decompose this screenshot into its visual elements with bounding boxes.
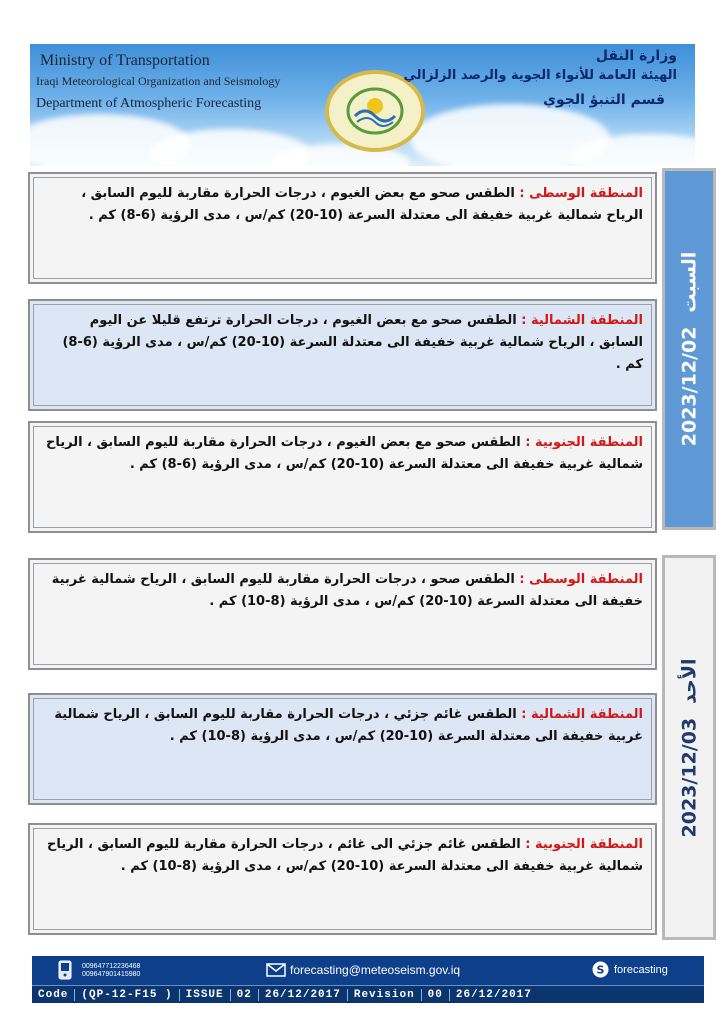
day2-date: 2023/12/03 bbox=[678, 717, 701, 837]
region-label-north: المنطقة الشمالية : bbox=[521, 707, 643, 722]
ministry-name-en: Ministry of Transportation bbox=[40, 52, 210, 69]
header-banner bbox=[30, 44, 695, 166]
forecast-text-block bbox=[43, 704, 643, 748]
forecast-panel-day1-central bbox=[28, 172, 657, 284]
issue-label: ISSUE bbox=[180, 989, 231, 1001]
forecast-text-block bbox=[43, 569, 643, 613]
forecast-text-block bbox=[43, 310, 643, 376]
forecast-text: الطقس صحو مع بعض الغيوم ، درجات الحرارة مقاربة لليوم السابق ، الرياح شمالية غربية خفيفة الى معتدلة السرعة (10-20) كم/س ، مدى الرؤية (6-8) كم . bbox=[45, 435, 643, 472]
document-code-strip bbox=[32, 985, 704, 1003]
issue-value: 02 bbox=[231, 989, 259, 1001]
forecast-panel-day2-central bbox=[28, 558, 657, 670]
region-label-south: المنطقة الجنوبية : bbox=[525, 837, 643, 852]
issue-date: 26/12/2017 bbox=[259, 989, 348, 1001]
forecast-text: الطقس غائم جزئي الى غائم ، درجات الحرارة مقاربة لليوم السابق ، الرياح شمالية غربية خفيفة الى معتدلة السرعة (10-20) كم/س ، مدى الرؤية (8-10) كم . bbox=[46, 837, 643, 874]
revision-value: 00 bbox=[422, 989, 450, 1001]
svg-text:S: S bbox=[596, 963, 605, 977]
phone-number-1: 009647712236468 bbox=[82, 963, 141, 970]
day2-name: الأحد bbox=[678, 658, 701, 704]
code-label: Code bbox=[32, 989, 75, 1001]
revision-date: 26/12/2017 bbox=[455, 988, 532, 1001]
organization-name-ar: الهيئة العامة للأنواء الجوية والرصد الزلزالي bbox=[403, 68, 677, 83]
ministry-name-ar: وزارة النقل bbox=[595, 48, 677, 64]
forecast-panel-day1-north bbox=[28, 299, 657, 411]
region-label-south: المنطقة الجنوبية : bbox=[525, 435, 643, 450]
region-label-north: المنطقة الشمالية : bbox=[521, 313, 643, 328]
forecast-panel-day2-north bbox=[28, 693, 657, 805]
day1-date: 2023/12/02 bbox=[678, 326, 700, 447]
organization-name-en: Iraqi Meteorological Organization and Seismology bbox=[36, 74, 281, 88]
day1-date-label bbox=[678, 252, 700, 447]
footer-bar bbox=[32, 956, 704, 1002]
envelope-icon bbox=[266, 963, 286, 977]
logo-emblem-icon bbox=[345, 86, 405, 136]
phone-number-2: 009647901415980 bbox=[82, 971, 141, 978]
phone-numbers bbox=[82, 963, 140, 979]
forecast-text: الطقس صحو ، درجات الحرارة مقاربة لليوم السابق ، الرياح شمالية غربية خفيفة الى معتدلة السرعة (10-20) كم/س ، مدى الرؤية (8-10) كم . bbox=[51, 572, 643, 609]
day1-name: السبت bbox=[678, 251, 700, 313]
forecast-text: الطقس صحو مع بعض الغيوم ، درجات الحرارة ترتفع قليلا عن اليوم السابق ، الرياح شمالية غربية خفيفة الى معتدلة السرعة (10-20) كم/س ، مدى الرؤية (6-8) كم . bbox=[62, 313, 643, 372]
skype-handle[interactable]: forecasting bbox=[614, 964, 668, 976]
forecast-text-block bbox=[43, 183, 643, 227]
phone-icon bbox=[58, 960, 72, 980]
department-name-ar: قسم التنبؤ الجوي bbox=[543, 92, 665, 108]
forecast-text-block bbox=[43, 432, 643, 476]
forecast-text: الطقس صحو مع بعض الغيوم ، درجات الحرارة مقاربة لليوم السابق ، الرياح شمالية غربية خفيفة الى معتدلة السرعة (10-20) كم/س ، مدى الرؤية (6-8) كم . bbox=[81, 186, 643, 223]
day2-date-bar bbox=[662, 555, 716, 940]
forecast-panel-day1-south bbox=[28, 421, 657, 533]
email-link[interactable]: forecasting@meteoseism.gov.iq bbox=[290, 963, 461, 977]
forecast-panel-day2-south bbox=[28, 823, 657, 935]
skype-icon bbox=[592, 961, 609, 978]
department-name-en: Department of Atmospheric Forecasting bbox=[36, 96, 262, 111]
forecast-text: الطقس غائم جزئي ، درجات الحرارة مقاربة لليوم السابق ، الرياح شمالية غربية خفيفة الى معتدلة السرعة (10-20) كم/س ، مدى الرؤية (8-10) كم . bbox=[54, 707, 643, 744]
forecast-text-block bbox=[43, 834, 643, 878]
region-label-central: المنطقة الوسطى : bbox=[519, 186, 643, 201]
code-value: (QP-12-F15 ) bbox=[75, 989, 179, 1001]
footer-contacts bbox=[32, 956, 704, 984]
day1-date-bar bbox=[662, 168, 716, 530]
region-label-central: المنطقة الوسطى : bbox=[519, 572, 643, 587]
revision-label: Revision bbox=[348, 989, 422, 1001]
day2-date-label bbox=[678, 658, 700, 837]
